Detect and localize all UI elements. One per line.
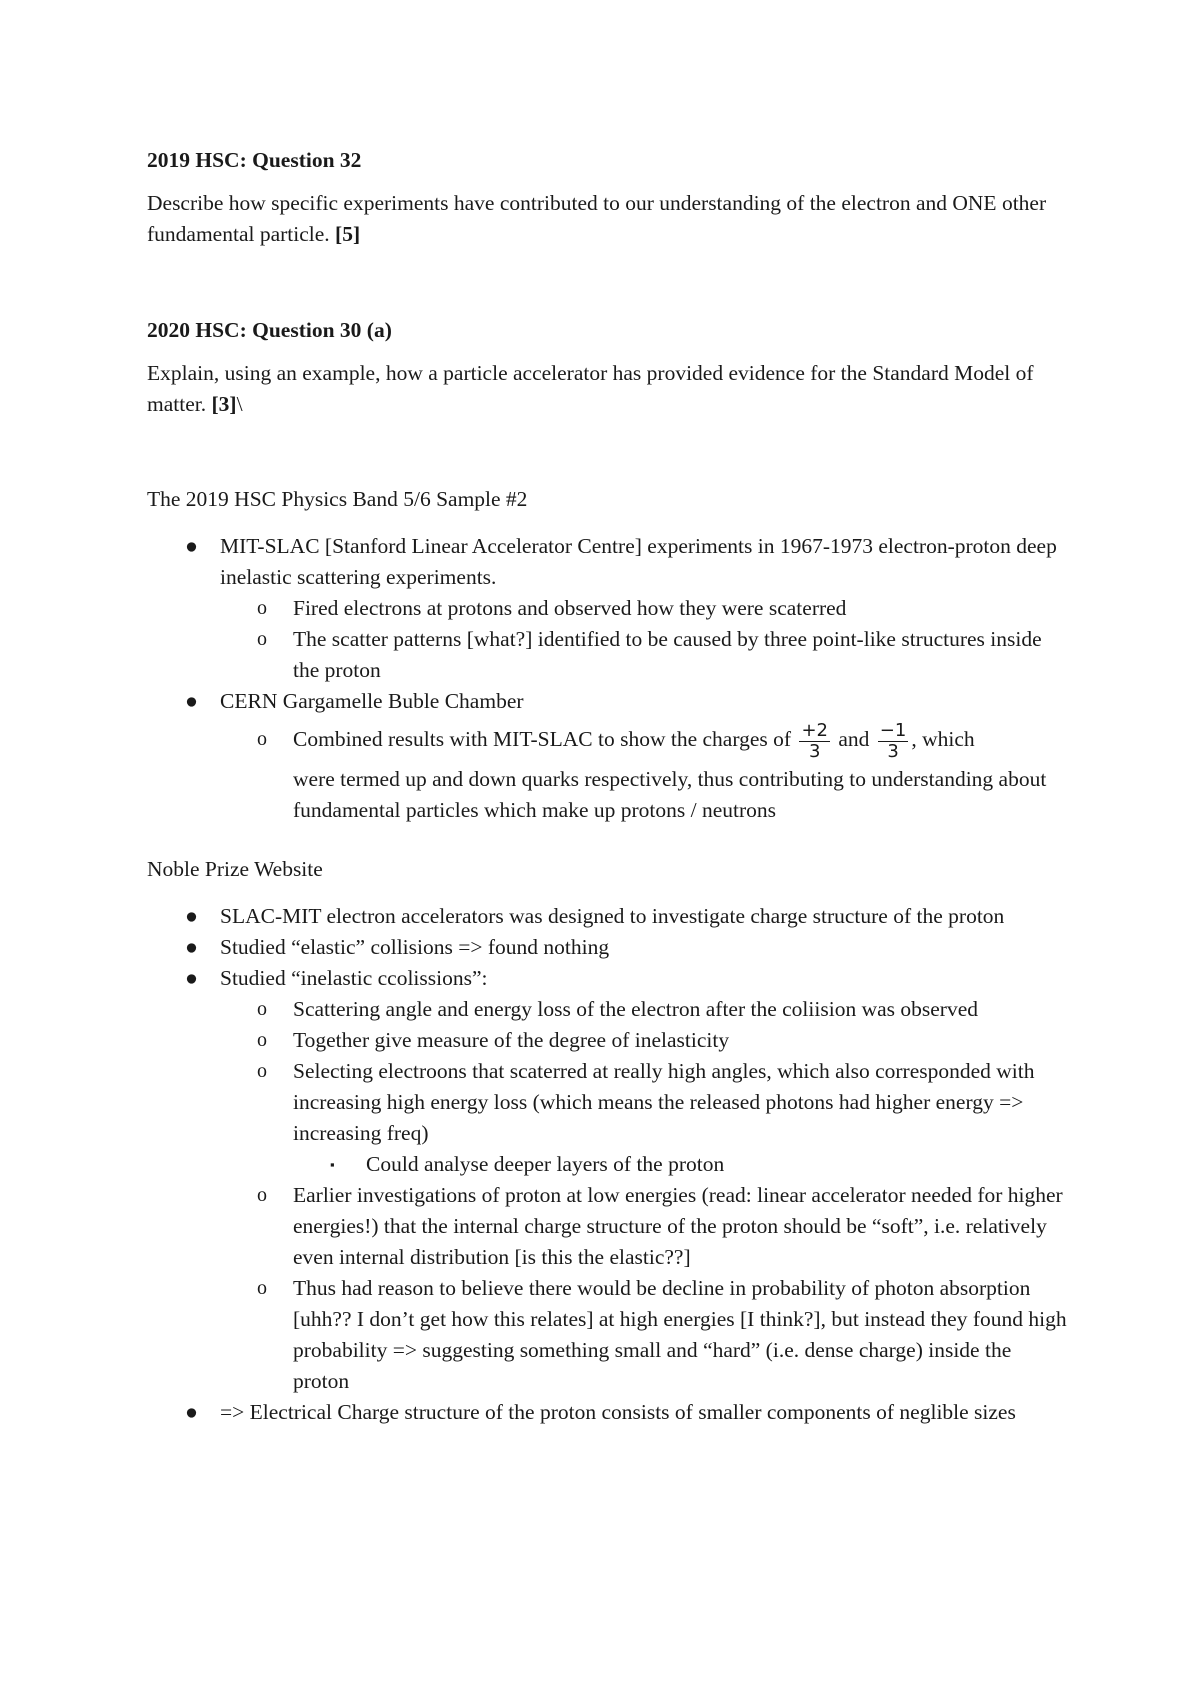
bullet-icon: ●	[185, 534, 198, 558]
circle-bullet-icon: o	[257, 628, 267, 650]
list-item-text: and	[838, 727, 870, 751]
square-bullet-icon: ▪	[330, 1157, 335, 1172]
list-item-text: Earlier investigations of proton at low energies (read: linear accelerator needed for higher energies!) that the internal charge structure of the proton should be “soft”, i.e. relatively even internal distribution [is this the elastic??]	[293, 1183, 1063, 1269]
question-30a-body: Explain, using an example, how a particle accelerator has provided evidence for the Standard Model of matter.	[147, 361, 1034, 416]
list-item-text: Together give measure of the degree of inelasticity	[293, 1028, 730, 1052]
list-item	[147, 994, 1067, 1025]
sample-section	[147, 484, 1067, 826]
list-item-with-fractions	[147, 717, 1067, 826]
bullet-icon: ●	[185, 966, 198, 990]
list-item-text: Studied “elastic” collisions => found nothing	[220, 935, 610, 959]
bullet-icon: ●	[185, 1400, 198, 1424]
question-32-block	[147, 145, 1067, 250]
list-item	[147, 1056, 1067, 1149]
question-30a-block	[147, 315, 1067, 420]
bullet-icon: ●	[185, 935, 198, 959]
nobel-list	[147, 901, 1067, 1428]
question-30a-text	[147, 358, 1067, 420]
list-item	[147, 1273, 1067, 1397]
sample-heading: The 2019 HSC Physics Band 5/6 Sample #2	[147, 487, 528, 511]
fraction-numerator: −1	[879, 719, 907, 741]
list-item-text: => Electrical Charge structure of the proton consists of smaller components of neglible sizes	[220, 1400, 1016, 1424]
fraction-plus-two-thirds	[799, 721, 830, 762]
list-item-text: Selecting electroons that scaterred at really high angles, which also corresponded with increasing high energy loss (which means the released photons had higher energy => increasing freq)	[293, 1059, 1035, 1145]
fraction-line	[293, 717, 1067, 762]
list-item	[147, 901, 1067, 932]
list-item	[147, 531, 1067, 593]
question-30a-marks: [3]	[211, 392, 237, 416]
list-item	[147, 963, 1067, 994]
bullet-icon: ●	[185, 904, 198, 928]
fraction-minus-one-third	[878, 721, 909, 762]
list-item-text: Studied “inelastic ccolissions”:	[220, 966, 488, 990]
bullet-icon: ●	[185, 689, 198, 713]
list-item-text: Could analyse deeper layers of the proton	[366, 1152, 725, 1176]
list-item	[147, 932, 1067, 963]
circle-bullet-icon: o	[257, 597, 267, 619]
list-item	[147, 593, 1067, 624]
list-item-text: Fired electrons at protons and observed how they were scaterred	[293, 596, 847, 620]
question-30a-tail: \	[236, 392, 243, 416]
list-item	[147, 1025, 1067, 1056]
circle-bullet-icon: o	[257, 728, 267, 750]
fraction-denominator: 3	[887, 740, 899, 762]
circle-bullet-icon: o	[257, 1029, 267, 1051]
list-item-text: CERN Gargamelle Buble Chamber	[220, 689, 524, 713]
circle-bullet-icon: o	[257, 1060, 267, 1082]
list-item-text: Scattering angle and energy loss of the electron after the coliision was observed	[293, 997, 978, 1021]
list-item	[147, 1397, 1067, 1428]
nobel-section	[147, 854, 1067, 1428]
fraction-denominator: 3	[808, 740, 821, 762]
question-32-marks: [5]	[335, 222, 361, 246]
circle-bullet-icon: o	[257, 1277, 267, 1299]
circle-bullet-icon: o	[257, 998, 267, 1020]
list-item-text: MIT-SLAC [Stanford Linear Accelerator Centre] experiments in 1967-1973 electron-proton deep inelastic scattering experiments.	[220, 534, 1057, 589]
list-item-text: Combined results with MIT-SLAC to show the charges of	[293, 727, 792, 751]
list-item	[147, 624, 1067, 686]
circle-bullet-icon: o	[257, 1184, 267, 1206]
sample-list	[147, 531, 1067, 826]
question-32-heading: 2019 HSC: Question 32	[147, 148, 362, 172]
fraction-numerator: +2	[801, 719, 828, 741]
list-item-text: SLAC-MIT electron accelerators was designed to investigate charge structure of the proton	[220, 904, 1005, 928]
list-item	[147, 1149, 1067, 1180]
list-item-text: were termed up and down quarks respectively, thus contributing to understanding about fundamental particles which make up protons / neutrons	[293, 766, 1047, 822]
question-30a-heading: 2020 HSC: Question 30 (a)	[147, 318, 392, 342]
list-item	[147, 686, 1067, 717]
question-32-text	[147, 188, 1067, 250]
list-item	[147, 1180, 1067, 1273]
list-item-text: The scatter patterns [what?] identified to be caused by three point-like structures inside the proton	[293, 627, 1042, 682]
list-item-text: , which	[911, 727, 975, 751]
question-32-body: Describe how specific experiments have contributed to our understanding of the electron and ONE other fundamental particle.	[147, 191, 1047, 246]
nobel-heading: Noble Prize Website	[147, 857, 323, 881]
list-item-text: Thus had reason to believe there would be decline in probability of photon absorption [uhh?? I don’t get how this relates] at high energies [I think?], but instead they found high probability => suggesting something small and “hard” (i.e. dense charge) inside the proton	[293, 1276, 1067, 1393]
